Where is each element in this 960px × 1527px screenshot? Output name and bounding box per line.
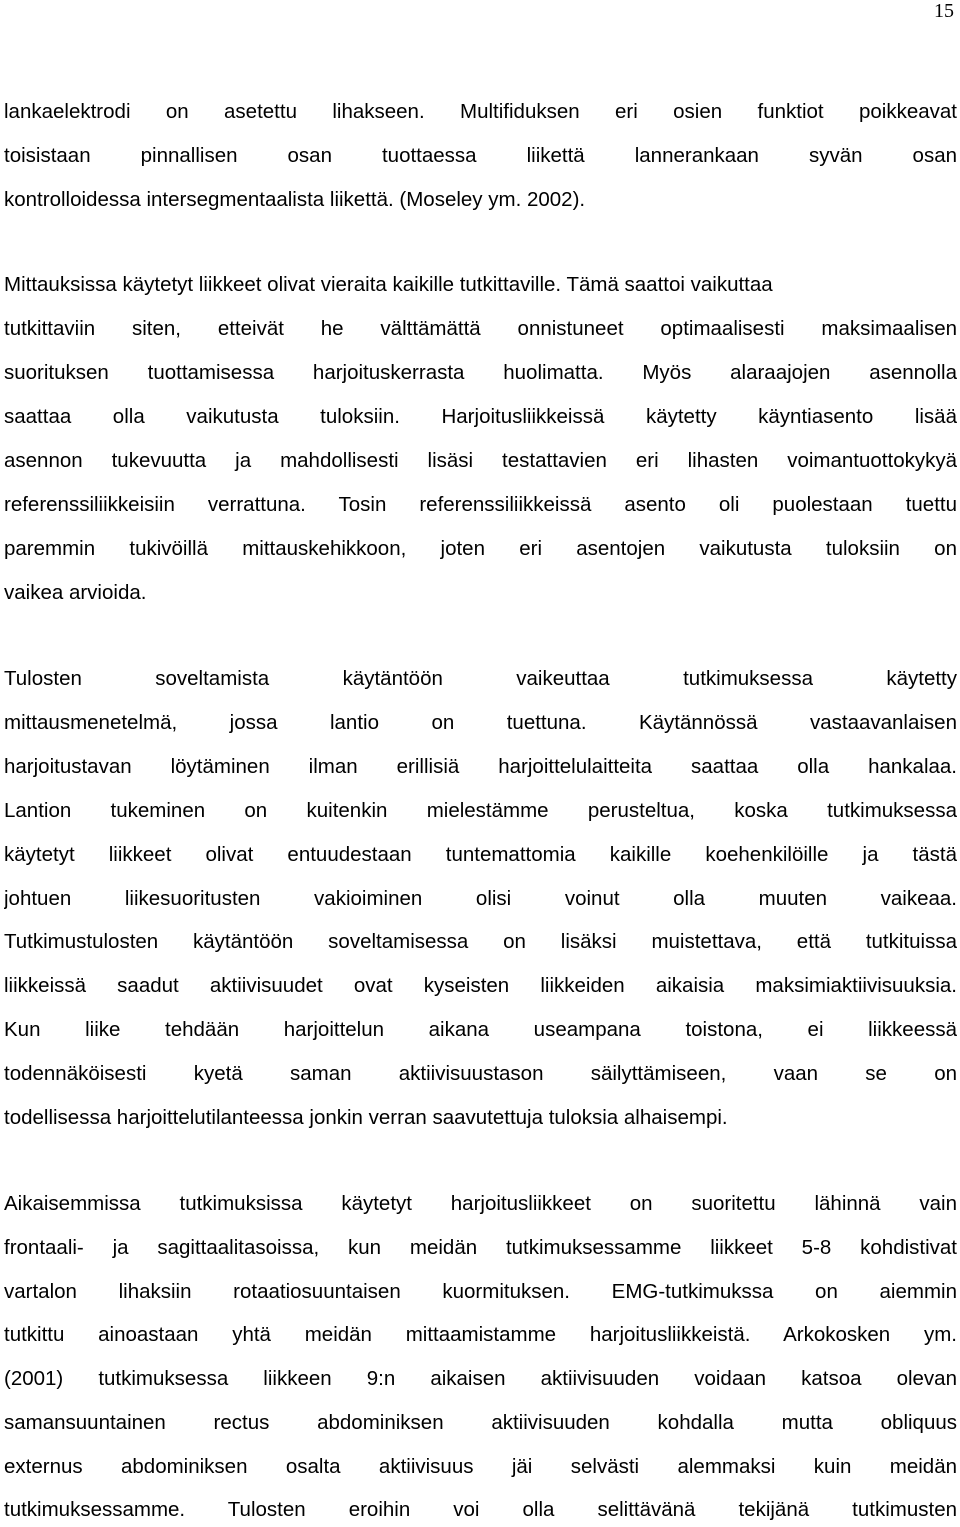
paragraph-2-line-8: vaikea arvioida.: [4, 581, 147, 604]
paragraph-4-line-3: vartalon lihaksiin rotaatiosuuntaisen kuormituksen. EMG-tutkimukssa on aiemmin: [4, 1280, 957, 1303]
paragraph-2-line-3: suorituksen tuottamisessa harjoituskerrasta huolimatta. Myös alaraajojen asennolla: [4, 361, 957, 384]
paragraph-2-line-5: asennon tukevuutta ja mahdollisesti lisäsi testattavien eri lihasten voimantuottokykyä: [4, 449, 957, 472]
paragraph-2-line-2: tutkittaviin siten, etteivät he välttämättä onnistuneet optimaalisesti maksimaalisen: [4, 317, 957, 340]
paragraph-3-line-1: Tulosten soveltamista käytäntöön vaikeuttaa tutkimuksessa käytetty: [4, 667, 957, 690]
paragraph-3-line-6: johtuen liikesuoritusten vakioiminen olisi voinut olla muuten vaikeaa.: [4, 887, 957, 910]
paragraph-3-line-7: Tutkimustulosten käytäntöön soveltamisessa on lisäksi muistettava, että tutkituissa: [4, 930, 957, 953]
paragraph-4-line-2: frontaali- ja sagittaalitasoissa, kun meidän tutkimuksessamme liikkeet 5-8 kohdistivat: [4, 1236, 957, 1259]
paragraph-3-line-5: käytetyt liikkeet olivat entuudestaan tuntemattomia kaikille koehenkilöille ja tästä: [4, 843, 957, 866]
paragraph-3-line-4: Lantion tukeminen on kuitenkin mielestämme perusteltua, koska tutkimuksessa: [4, 799, 957, 822]
paragraph-4-line-4: tutkittu ainoastaan yhtä meidän mittaamistamme harjoitusliikkeistä. Arkokosken ym.: [4, 1323, 957, 1346]
paragraph-2-line-7: paremmin tukivöillä mittauskehikkoon, joten eri asentojen vaikutusta tuloksiin on: [4, 537, 957, 560]
paragraph-1-line-2: toisistaan pinnallisen osan tuottaessa liikettä lannerankaan syvän osan: [4, 144, 957, 167]
paragraph-1-line-1: lankaelektrodi on asetettu lihakseen. Multifiduksen eri osien funktiot poikkeavat: [4, 100, 957, 123]
paragraph-3-line-9: Kun liike tehdään harjoittelun aikana useampana toistona, ei liikkeessä: [4, 1018, 957, 1041]
paragraph-3-line-2: mittausmenetelmä, jossa lantio on tuettuna. Käytännössä vastaavanlaisen: [4, 711, 957, 734]
paragraph-2-line-1: Mittauksissa käytetyt liikkeet olivat vieraita kaikille tutkittaville. Tämä saattoi vaikuttaa: [4, 273, 773, 296]
paragraph-3-line-10: todennäköisesti kyetä saman aktiivisuustason säilyttämiseen, vaan se on: [4, 1062, 957, 1085]
paragraph-4-line-8: tutkimuksessamme. Tulosten eroihin voi olla selittävänä tekijänä tutkimusten: [4, 1498, 957, 1521]
paragraph-4-line-6: samansuuntainen rectus abdominiksen aktiivisuuden kohdalla mutta obliquus: [4, 1411, 957, 1434]
paragraph-2-line-6: referenssiliikkeisiin verrattuna. Tosin referenssiliikkeissä asento oli puolestaan tuettu: [4, 493, 957, 516]
page-number: 15: [934, 0, 954, 22]
paragraph-3-line-3: harjoitustavan löytäminen ilman erillisiä harjoittelulaitteita saattaa olla hankalaa.: [4, 755, 957, 778]
paragraph-1-line-3: kontrolloidessa intersegmentaalista liikettä. (Moseley ym. 2002).: [4, 188, 586, 211]
paragraph-4-line-1: Aikaisemmissa tutkimuksissa käytetyt harjoitusliikkeet on suoritettu lähinnä vain: [4, 1192, 957, 1215]
paragraph-3-line-8: liikkeissä saadut aktiivisuudet ovat kyseisten liikkeiden aikaisia maksimiaktiivisuuksia.: [4, 974, 957, 997]
paragraph-3-line-11: todellisessa harjoittelutilanteessa jonkin verran saavutettuja tuloksia alhaisempi.: [4, 1106, 728, 1129]
paragraph-2-line-4: saattaa olla vaikutusta tuloksiin. Harjoitusliikkeissä käytetty käyntiasento lisää: [4, 405, 957, 428]
paragraph-4-line-5: (2001) tutkimuksessa liikkeen 9:n aikaisen aktiivisuuden voidaan katsoa olevan: [4, 1367, 957, 1390]
paragraph-4-line-7: externus abdominiksen osalta aktiivisuus jäi selvästi alemmaksi kuin meidän: [4, 1455, 957, 1478]
